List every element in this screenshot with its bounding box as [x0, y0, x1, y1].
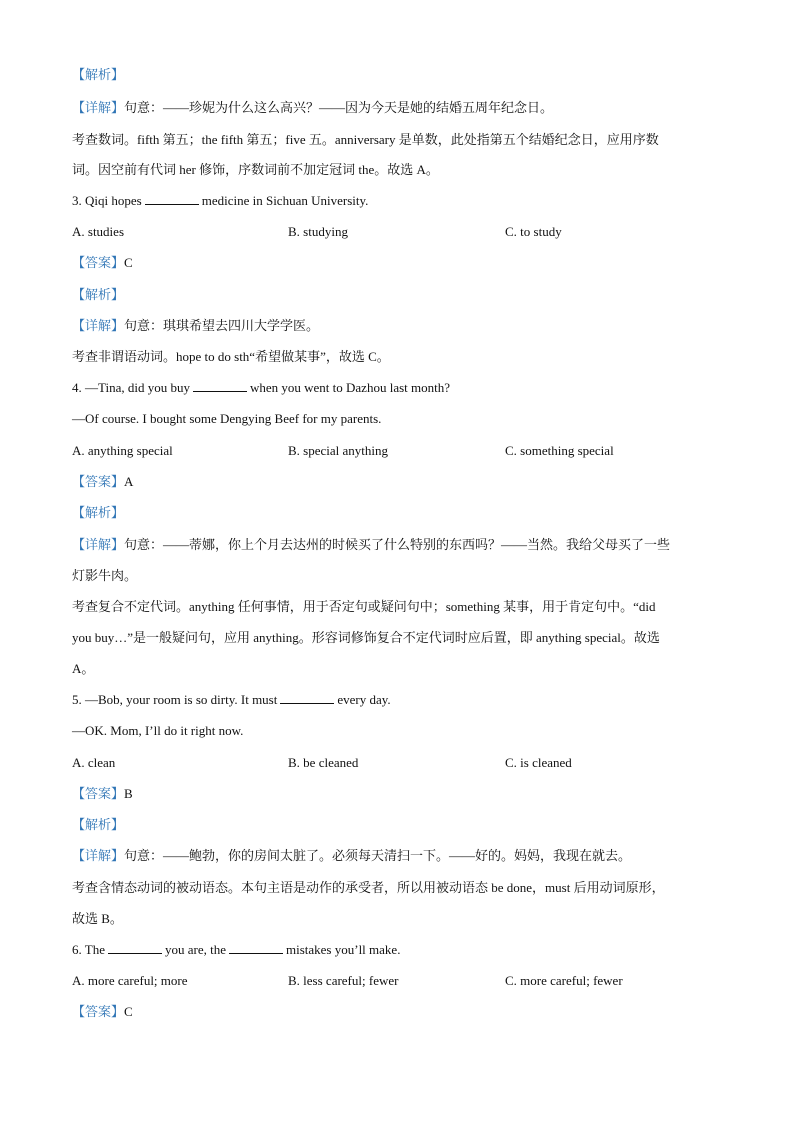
answer-line: 【答案】C: [72, 1004, 133, 1020]
question-3: 3. Qiqi hopes medicine in Sichuan University.: [72, 193, 369, 208]
detail-line: 【详解】句意：——蒂娜，你上个月去达州的时候买了什么特别的东西吗？——当然。我给父母买了一些: [72, 537, 671, 553]
question-4-reply: —Of course. I bought some Dengying Beef for my parents.: [72, 411, 382, 426]
analysis-heading: 【解析】: [72, 288, 125, 303]
option-b: B. studying: [288, 224, 348, 239]
option-a: A. more careful; more: [72, 973, 188, 988]
option-a: A. studies: [72, 224, 124, 239]
analysis-heading: 【解析】: [72, 68, 125, 83]
explanation-line: 考查非谓语动词。hope to do sth“希望做某事”，故选 C。: [72, 349, 390, 364]
answer-line: 【答案】B: [72, 786, 133, 802]
option-a: A. anything special: [72, 443, 173, 458]
analysis-heading: 【解析】: [72, 818, 125, 833]
option-c: C. is cleaned: [505, 755, 572, 770]
explanation-line: 故选 B。: [72, 911, 123, 926]
answer-blank: [193, 379, 247, 392]
option-b: B. be cleaned: [288, 755, 359, 770]
detail-line: 【详解】句意：琪琪希望去四川大学学医。: [72, 318, 320, 334]
answer-line: 【答案】A: [72, 474, 134, 490]
option-c: C. more careful; fewer: [505, 973, 623, 988]
answer-blank: [280, 691, 334, 704]
explanation-line: 考查数词。fifth 第五；the fifth 第五；five 五。anniversary 是单数，此处指第五个结婚纪念日，应用序数: [72, 132, 659, 147]
option-b: B. special anything: [288, 443, 389, 458]
detail-line: 【详解】句意：——鲍勃，你的房间太脏了。必须每天清扫一下。——好的。妈妈，我现在就去。: [72, 848, 632, 864]
answer-blank: [145, 192, 199, 205]
explanation-line: A。: [72, 661, 95, 676]
answer-blank: [229, 941, 283, 954]
option-c: C. to study: [505, 224, 562, 239]
explanation-line: you buy…”是一般疑问句，应用 anything。形容词修饰复合不定代词时应后置，即 anything special。故选: [72, 630, 660, 645]
question-6: 6. The you are, the mistakes you’ll make.: [72, 942, 401, 957]
analysis-heading: 【解析】: [72, 506, 125, 521]
explanation-line: 词。因空前有代词 her 修饰，序数词前不加定冠词 the。故选 A。: [72, 162, 439, 177]
explanation-line: 考查复合不定代词。anything 任何事情，用于否定句或疑问句中；something 某事，用于肯定句中。“did: [72, 599, 656, 614]
detail-line: 【详解】句意：——珍妮为什么这么高兴？——因为今天是她的结婚五周年纪念日。: [72, 100, 554, 116]
option-a: A. clean: [72, 755, 116, 770]
question-5: 5. —Bob, your room is so dirty. It must every day.: [72, 692, 391, 707]
option-b: B. less careful; fewer: [288, 973, 399, 988]
answer-blank: [108, 941, 162, 954]
question-4: 4. —Tina, did you buy when you went to Dazhou last month?: [72, 380, 450, 395]
answer-line: 【答案】C: [72, 255, 133, 271]
explanation-line: 考查含情态动词的被动语态。本句主语是动作的承受者，所以用被动语态 be done，must 后用动词原形，: [72, 880, 665, 895]
option-c: C. something special: [505, 443, 614, 458]
detail-line: 灯影牛肉。: [72, 568, 138, 583]
question-5-reply: —OK. Mom, I’ll do it right now.: [72, 723, 244, 738]
